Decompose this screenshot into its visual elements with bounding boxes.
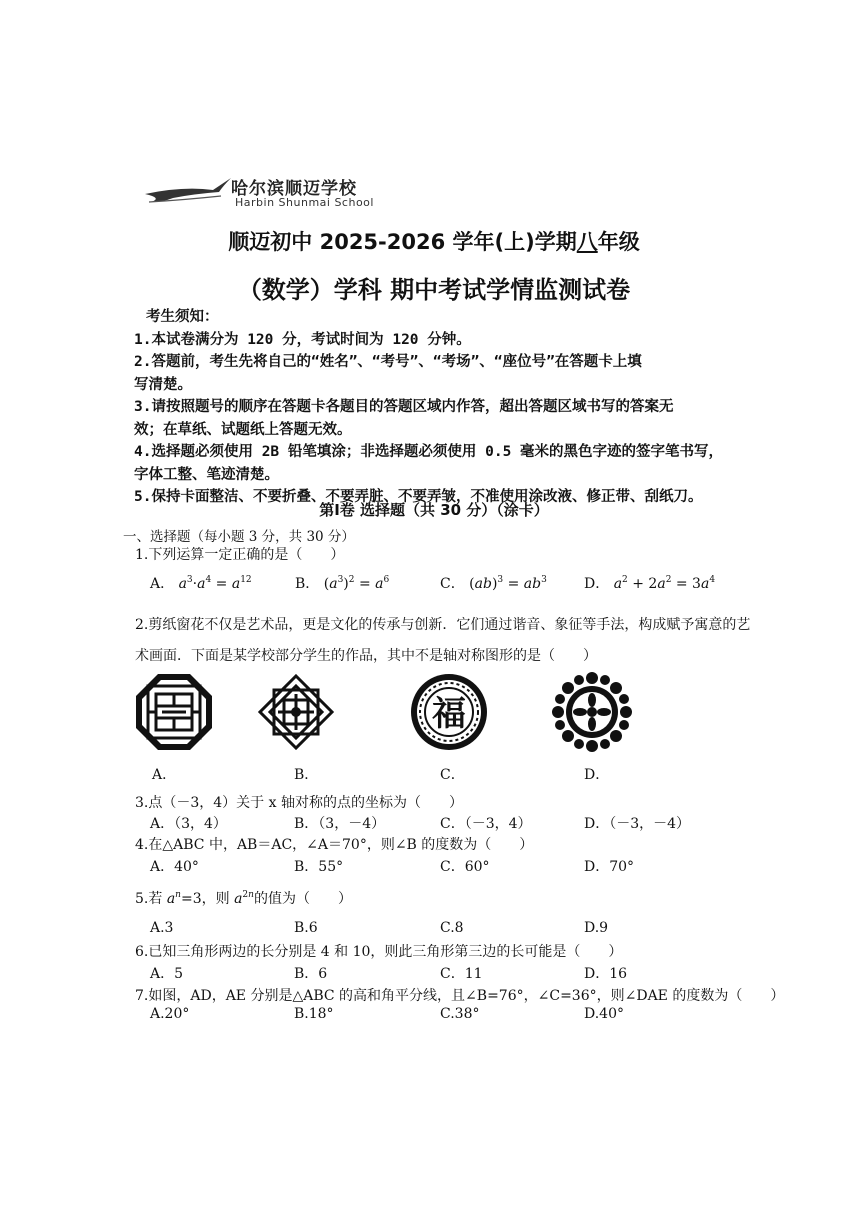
q3-option-b: B．（3，－4） <box>294 816 386 832</box>
q6-option-d: D．16 <box>584 966 628 982</box>
title-grade: 八 <box>576 230 598 254</box>
window-lattice-icon <box>134 672 214 752</box>
q2-option-b: B． <box>294 767 319 783</box>
q5-option-d: D.9 <box>584 920 609 936</box>
school-logo <box>143 172 413 212</box>
exam-title-line1 <box>0 226 868 256</box>
notice-line: 写清楚。 <box>134 377 192 393</box>
q3-option-c: C．（－3，4） <box>440 816 532 832</box>
q2-stem-line2: 术画面．下面是某学校部分学生的作品，其中不是轴对称图形的是（ ） <box>135 648 597 664</box>
q1-option-a: A． $a^3\cdot a^4 = a^{12}$ <box>150 575 252 592</box>
q2-option-a: A． <box>152 767 177 783</box>
exam-title-line2: （数学）学科 期中考试学情监测试卷 <box>237 276 631 304</box>
q4-option-b: B．55° <box>294 859 344 875</box>
fu-character-circle-icon <box>409 672 489 752</box>
notice-line: 2.答题前，考生先将自己的“姓名”、“考号”、“考场”、“座位号”在答题卡上填 <box>134 354 642 370</box>
q3-option-a: A．（3，4） <box>150 816 227 832</box>
q3-option-d: D．（－3，－4） <box>584 816 691 832</box>
q7-stem: 7.如图，AD，AE 分别是△ABC 的高和角平分线，且∠B=76°，∠C=36°，则∠DAE 的度数为（ ） <box>135 988 785 1004</box>
swoosh-logo-icon <box>143 172 233 212</box>
q6-option-b: B．6 <box>294 966 328 982</box>
q7-option-a: A.20° <box>150 1006 190 1022</box>
diamond-knot-icon <box>258 674 334 750</box>
q1-option-d: D． $a^2 + 2a^2 = 3a^4$ <box>584 575 716 592</box>
title-line1-prefix: 顺迈初中 2025-2026 学年(上)学期 <box>228 230 577 254</box>
q6-option-c: C．11 <box>440 966 483 982</box>
q1-option-c: C． $(ab)^3 = ab^3$ <box>440 575 547 592</box>
notice-line: 5.保持卡面整洁、不要折叠、不要弄脏、不要弄皱，不准使用涂改液、修正带、刮纸刀。 <box>134 489 703 505</box>
q1-option-b: B． $(a^3)^2 = a^6$ <box>295 575 390 592</box>
fu-character: 福 <box>432 694 466 734</box>
q6-option-a: A．5 <box>150 966 184 982</box>
q5-option-b: B.6 <box>294 920 318 936</box>
q2-stem-line1: 2.剪纸窗花不仅是艺术品，更是文化的传承与创新．它们通过谐音、象征等手法，构成赋予寓意的艺 <box>135 617 751 633</box>
q2-option-d: D． <box>584 767 610 783</box>
q7-option-c: C.38° <box>440 1006 480 1022</box>
q4-stem: 4.在△ABC 中，AB＝AC，∠A＝70°，则∠B 的度数为（ ） <box>135 837 534 853</box>
notice-line: 效；在草纸、试题纸上答题无效。 <box>134 422 352 438</box>
logo-chinese-name: 哈尔滨顺迈学校 <box>231 179 357 199</box>
title-line1-suffix: 年级 <box>597 230 640 254</box>
q7-option-d: D.40° <box>584 1006 624 1022</box>
notice-heading: 考生须知： <box>146 309 219 325</box>
q5-option-c: C.8 <box>440 920 464 936</box>
q5-option-a: A.3 <box>150 920 174 936</box>
section1-title: 第Ⅰ卷 选择题（共 30 分）（涂卡） <box>319 501 549 519</box>
q7-option-b: B.18° <box>294 1006 334 1022</box>
q4-option-c: C．60° <box>440 859 490 875</box>
q4-option-a: A．40° <box>150 859 199 875</box>
q1-stem: 1.下列运算一定正确的是（ ） <box>135 547 345 563</box>
section1-intro: 一、选择题（每小题 3 分，共 30 分） <box>123 529 355 545</box>
q2-option-c: C． <box>440 767 465 783</box>
q5-stem: 5.若 $a^n=3$，则 $a^{2n}$的值为（ ） <box>135 890 352 907</box>
notice-line: 1.本试卷满分为 120 分，考试时间为 120 分钟。 <box>134 332 471 348</box>
q6-stem: 6.已知三角形两边的长分别是 4 和 10，则此三角形第三边的长可能是（ ） <box>135 944 623 960</box>
q5-stem-suffix: 的值为（ ） <box>253 891 352 907</box>
flower-medallion-icon <box>552 672 632 752</box>
q4-option-d: D．70° <box>584 859 635 875</box>
q3-stem: 3.点（－3，4）关于 x 轴对称的点的坐标为（ ） <box>135 795 463 811</box>
q5-stem-middle: =3，则 <box>180 891 235 907</box>
notice-line: 3.请按照题号的顺序在答题卡各题目的答题区域内作答，超出答题区域书写的答案无 <box>134 399 674 415</box>
q5-stem-prefix: 5.若 <box>135 891 167 907</box>
notice-line: 字体工整、笔迹清楚。 <box>134 467 279 483</box>
logo-english-name: Harbin Shunmai School <box>235 196 374 209</box>
notice-line: 4.选择题必须使用 2B 铅笔填涂；非选择题必须使用 0.5 毫米的黑色字迹的签字笔书写， <box>134 444 724 460</box>
